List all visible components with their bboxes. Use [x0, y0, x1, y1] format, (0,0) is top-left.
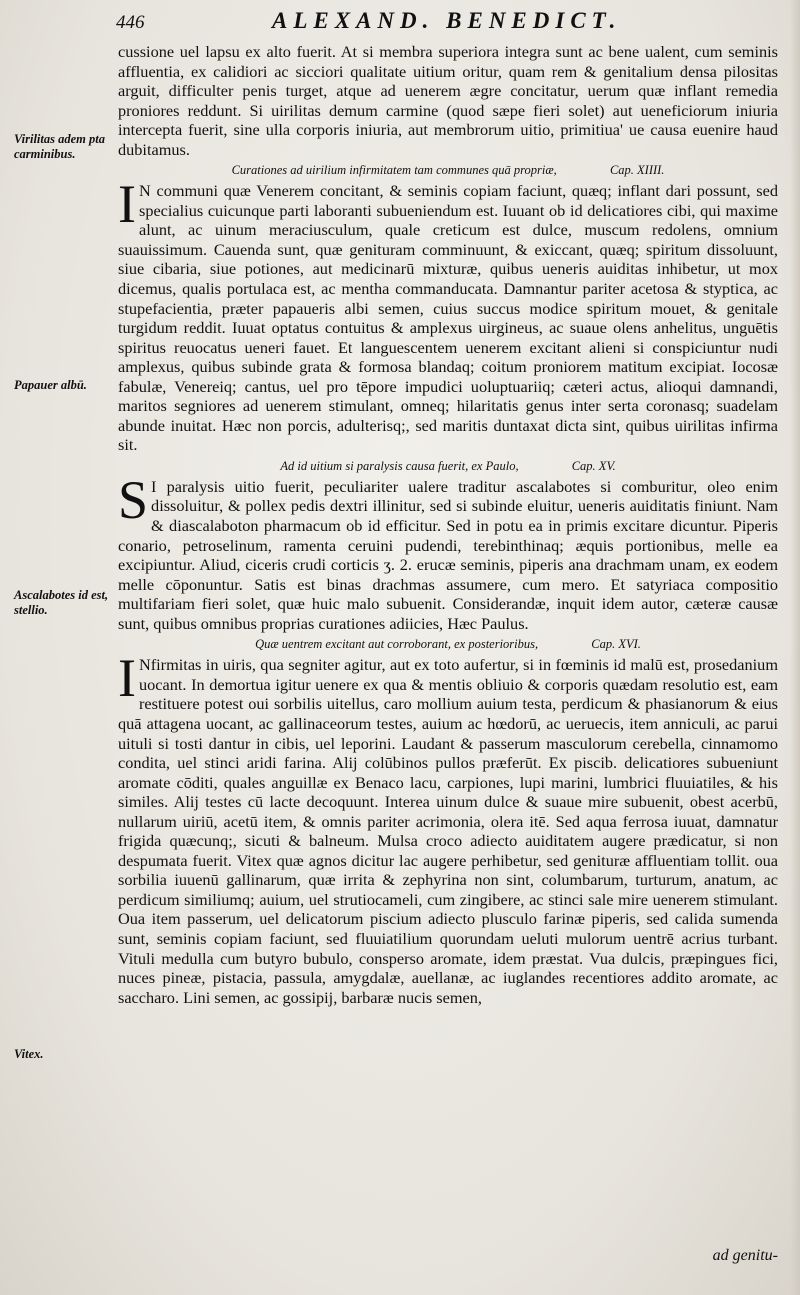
section-body-16: [118, 648, 778, 1007]
drop-cap: I: [118, 174, 136, 235]
section-text: Nfirmitas in uiris, qua segniter agitur, aut ex toto aufertur, si in fœminis id malū est, prosedanium uocant. In demortua igitur uenere ex qua & mentis obliuio & corporis quædam resolutio est, eam restituere potest oui sorbilis uitellus, caro mollium auium testa, perdicum & phasianorum & eius quā attagena uocant, ac gallinaceorum testes, auium ac hœdorū, ac ueruecis, item anniculi, ac parui uituli si tosti dantur in cibis, uel leporini. Laudant & passerum masculorum cerebella, cinnamomo condita, uel stinci aridi farina. Alij colūbinos pullos præferūt. Ex piscib. delicatiores subueniunt aromate cōditi, quales anguillæ ex Benaco lacu, carpiones, lupi marini, lumbrici fluuiatiles, & his similes. Alij testes cū lacte decoquunt. Interea uinum dulce & suaue mire subuenit, obest acerbū, nullarum uiriū, acetū item, & omnis pariter acrimonia, olera itē. Sed aqua ferrosa iuuat, damnatur frigida quæcunq;, sicuti & balneum. Mulsa croco adiecto auiditatem augere prædicatur, si non despumata fuerit. Vitex quæ agnos dicitur lac augere perhibetur, sed genituræ affluentiam tollit. oua sorbilia iuuenū gallinarum, quæ irrita & zephyrina non sint, columbarum, turturum, anatum, ac perdicum similiumq; auium, uel strutiocameli, cum zingibere, ac stinci sale mire uenerem stimulant. Oua item passerum, uel delicatorum piscium adiecto plusculo farinæ piperis, sed calida sumenda sunt, seminis copiam faciunt, sed fluuiatilium quorundam ueluti mulorum uentrē acrius turbant. Vituli medulla cum butyro bubulo, consperso aromate, idem præstat. Vua dulcis, præpingues fici, nuces pineæ, pistacia, passula, amygdalæ, auellanæ, ac iuglandes recentiores addito aromate, ac saccharo. Lini semen, ac gossipij, barbaræ nucis semen,: [118, 655, 778, 1007]
margin-note-ascalabotes: Ascalabotes id est, stellio.: [14, 588, 109, 617]
section-title: Curationes ad uirilium infirmitatem tam communes quā propriæ,: [231, 163, 557, 178]
page-edge-shadow: [790, 0, 800, 1295]
section-body-15: [118, 469, 778, 633]
section-text: I paralysis uitio fuerit, peculiariter ualere traditur ascalabotes si comburitur, oleo enim dissoluitur, & pollex pedis dextri illinitur, sed si subinde eluitur, ueneris auiditatis finiunt. Nam & diascalaboton pharmacum ob id efficitur. Sed in potu ea in primis excitare dicuntur. Piperis conario, petroselinum, ramenta ceruini pudendi, terebinthinaq; æquis portionibus, melle ea excipiuntur. Aliud, ciceris crudi corticis ʒ. 2. erucæ seminis, piperis ana drachmam unam, ex eodem melle cōponuntur. Satis est binas drachmas assumere, cum mero. Et satyriaca compositio multifariam fieri solet, quæ huic malo subuenit. Considerandæ, inquit idem autor, cæteræ causæ sunt, quibus omnibus proprias curationes adiicies, Hæc Paulus.: [118, 476, 778, 633]
section-body-14: [118, 174, 778, 455]
catchword: ad genitu-: [712, 1247, 778, 1264]
margin-note-virilitas: Virilitas adem pta carminibus.: [14, 132, 105, 161]
main-text-block: [118, 42, 778, 1007]
section-heading-15: [118, 455, 778, 477]
section-heading-16: [118, 633, 778, 655]
chapter-label: Cap. XV.: [571, 458, 616, 473]
chapter-label: Cap. XVI.: [591, 637, 641, 652]
section-title: Quæ uentrem excitant aut corroborant, ex posterioribus,: [255, 637, 539, 652]
section-text: N communi quæ Venerem concitant, & seminis copiam faciunt, quæq; inflant dari possunt, sed specialius cuicunque parti laboranti subueniendum est. Iuuant ob id delicatiores cibi, qui maxime alunt, ac uinum meraciusculum, quale creticum est dulce, muscum redolens, omnium suauissimum. Cauenda sunt, quæ genituram comminuunt, & exiccant, quæq; spiritum dissoluunt, siue cibaria, siue potiones, aut medicinarū mixturæ, quibus ueneris auiditas inhibetur, ut mox dicemus, qualis portulaca est, ac mentha commanducata. Damnantur pariter acetosa & styptica, ac stupefacientia, præter papaueris albi semen, cuius succus modice spiritum mouet, & genitale turgidum reddit. Iuuat optatus contuitus & amplexus uirgineus, ac suaue olens anhelitus, unguētis spiritus reuocatus ueneri fauet. Et languescentem uenerem excitant alieni si conspiciuntur nudi amplexus, quibus subinde grata & formosa blandaq; coitum proniorem matitum excipiat. Iocosæ fabulæ, Venereiq; cantus, uel pro tēpore impudici uoluptuariiq; cæteri actus, alioqui damnandi, maritos segniores ad uenerem stimulant, omneq; hilaritatis genus inter serta coronasq; suadelam abunde inuitat. Hæc non porcis, adulterisq;, sed maritis duntaxat dicta sint, quibus uirilitas infirma sit.: [118, 181, 778, 455]
section-title: Ad id uitium si paralysis causa fuerit, ex Paulo,: [280, 458, 519, 473]
running-head: ALEXAND. BENEDICT.: [272, 8, 622, 33]
intro-paragraph: cussione uel lapsu ex alto fuerit. At si membra superiora integra sunt ac bene ualent, cum seminis affluentia, ex calidiori ac sicciori qualitate uitium oritur, quam rem & genitalium densa pilositas arguit, difficulter penis turget, atque ad uenerem ægre concitatur, uerum quæ inflant remedia proniores reddunt. Si uirilitas demum carmine (quod sæpe fieri solet) aut ueneficiorum iniuria intercepta fuerit, sine ulla corporis iniuria, aut membrorum uitio, primitiua' ue causa euenire haud dubitamus.: [118, 42, 778, 159]
chapter-label: Cap. XIIII.: [609, 163, 665, 178]
folio-number: 446: [116, 12, 145, 33]
section-heading-14: [118, 159, 778, 181]
drop-cap: S: [118, 469, 149, 530]
page-header: [112, 6, 792, 40]
margin-note-vitex: Vitex.: [14, 1047, 44, 1061]
drop-cap: I: [118, 648, 136, 709]
margin-note-papauer: Papauer albū.: [14, 378, 87, 392]
